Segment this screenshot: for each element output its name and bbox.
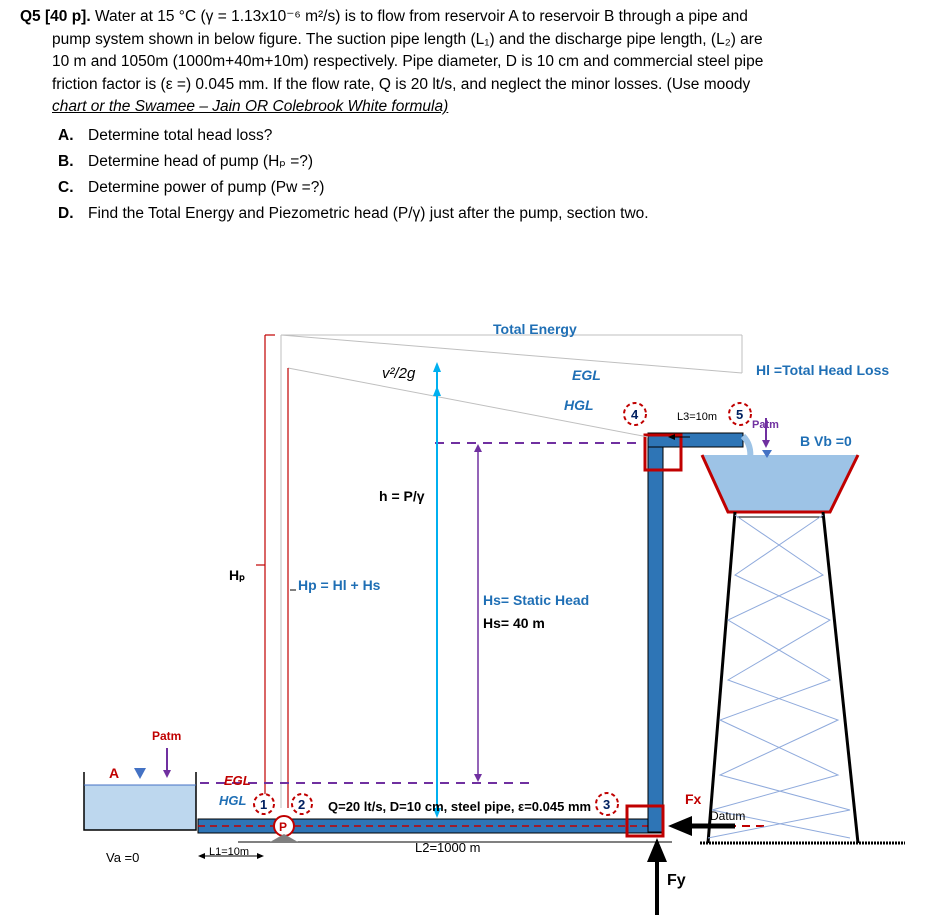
section-2-label: 2	[298, 797, 306, 812]
static-head-label: Hs= Static Head	[483, 592, 590, 608]
question-line-5: chart or the Swamee – Jain OR Colebrook White formula)	[52, 98, 449, 115]
l3-label: L3=10m	[677, 411, 718, 423]
section-4-label: 4	[631, 407, 639, 422]
question-line-2: pump system shown in below figure. The suction pipe length (L₁) and the discharge pipe length, (L₂) are	[52, 30, 763, 48]
hp-label: Hₚ	[229, 567, 246, 583]
part-b: B. Determine head of pump (Hₚ =?)	[58, 152, 314, 170]
section-5-label: 5	[736, 407, 744, 422]
hgl-label: HGL	[564, 397, 594, 413]
water-level-a-icon	[134, 768, 146, 779]
velocity-head-label: v²/2g	[382, 365, 416, 382]
hp-equation: Hp = Hl + Hs	[298, 577, 381, 593]
egl-low-label: EGL	[224, 773, 251, 788]
total-energy-top-line	[281, 335, 742, 373]
part-d: D. Find the Total Energy and Piezometric head (P/γ) just after the pump, section two.	[58, 204, 649, 222]
question-line-3: 10 m and 1050m (1000m+40m+10m) respectively. Pipe diameter, D is 10 cm and commercial steel pipe	[52, 53, 764, 70]
total-energy-label: Total Energy	[493, 321, 577, 337]
question-line-1: Water at 15 °C (γ = 1.13x10⁻⁶ m²/s) is to flow from reservoir A to reservoir B through a pipe and	[94, 8, 748, 25]
section-1-label: 1	[260, 797, 268, 812]
pump-label: P	[279, 820, 288, 834]
fx-arrow	[668, 816, 692, 836]
l1-label: L1=10m	[209, 846, 250, 858]
pressure-head-label: h = P/γ	[379, 488, 425, 504]
part-a: A. Determine total head loss?	[58, 126, 273, 144]
reservoir-a-water	[84, 785, 196, 830]
va-label: Va =0	[106, 850, 140, 865]
question-number: Q5 [40 p].	[20, 8, 91, 25]
patm-a-arrow	[163, 770, 171, 778]
patm-a-label: Patm	[152, 729, 182, 743]
part-c: C. Determine power of pump (Pᴡ =?)	[58, 178, 325, 196]
patm-b-arrow	[762, 440, 770, 448]
section-3-label: 3	[603, 797, 611, 812]
static-head-value: Hs= 40 m	[483, 615, 545, 631]
egl-label: EGL	[572, 367, 601, 383]
fx-label: Fx	[685, 791, 702, 807]
pipe-vertical	[648, 440, 663, 832]
datum-label: Datum	[710, 809, 746, 823]
question-line-4: friction factor is (ε =) 0.045 mm. If the flow rate, Q is 20 lt/s, and neglect the minor losses. (Use moody	[52, 75, 751, 93]
patm-b-label: Patm	[752, 419, 779, 431]
reservoir-b-label: B Vb =0	[800, 433, 852, 449]
reservoir-a-label: A	[109, 765, 120, 781]
pipe-info-label: Q=20 lt/s, D=10 cm, steel pipe, ε=0.045 mm	[328, 799, 592, 814]
fy-label: Fy	[667, 872, 686, 889]
hgl-low-label: HGL	[219, 793, 247, 808]
tower	[708, 512, 858, 843]
head-loss-label: Hl =Total Head Loss	[756, 362, 890, 378]
l2-label: L2=1000 m	[415, 840, 481, 855]
